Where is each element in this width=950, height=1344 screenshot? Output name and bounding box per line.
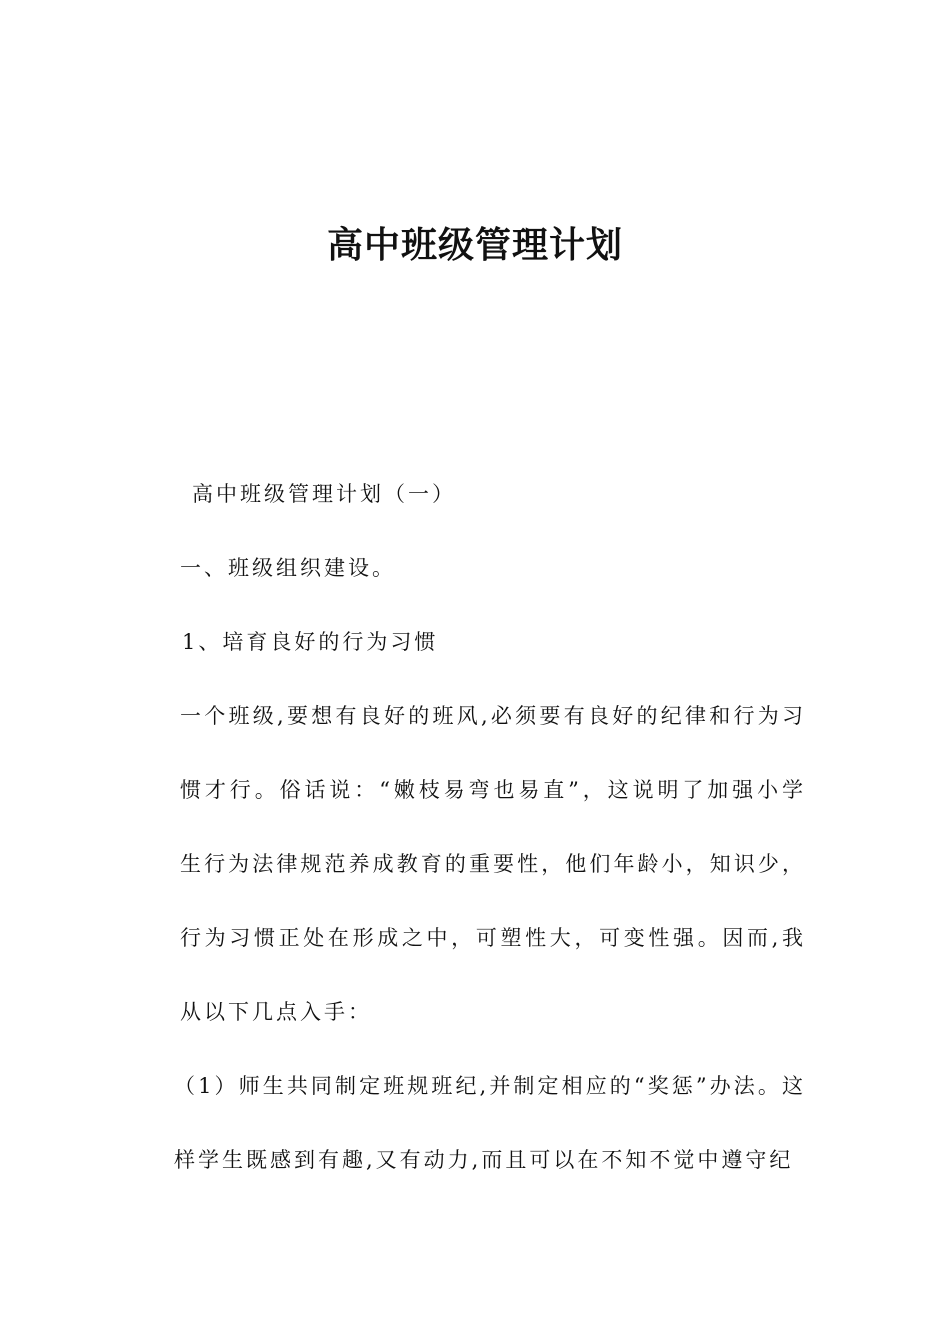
subsection-heading: 一、班级组织建设。	[180, 556, 396, 580]
body-paragraph: 一个班级,要想有良好的班风,必须要有良好的纪律和行为习惯才行。俗话说：“嫩枝易弯也易直”，这说明了加强小学生行为法律规范养成教育的重要性，他们年龄小，知识少，行为习惯正处在形成之中，可塑性大，可变性强。因而,我从以下几点入手：	[180, 704, 806, 1024]
document-body	[146, 457, 806, 1197]
body-paragraph: （1）师生共同制定班规班纪,并制定相应的“奖惩”办法。这样学生既感到有趣,又有动力,而且可以在不知不觉中遵守纪	[174, 1074, 806, 1172]
item-heading: 1、培育良好的行为习惯	[182, 630, 439, 654]
section-heading: 高中班级管理计划（一）	[192, 482, 456, 506]
document-title: 高中班级管理计划	[326, 225, 623, 266]
